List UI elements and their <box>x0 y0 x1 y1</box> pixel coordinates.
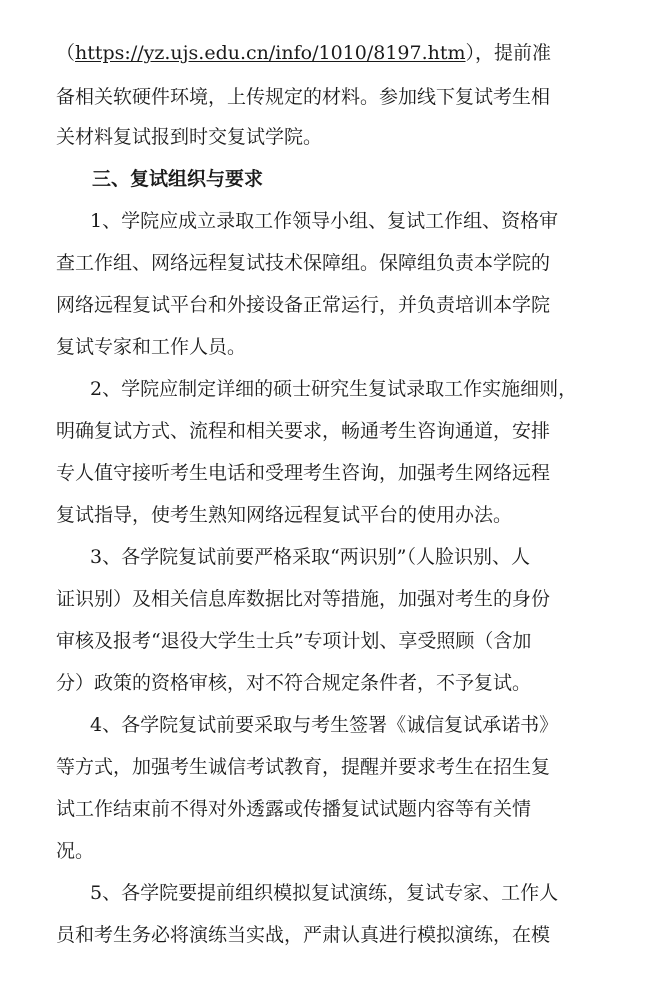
paragraph-line: 复试专家和工作人员。 <box>56 336 247 358</box>
open-paren: （ <box>56 42 76 64</box>
paragraph-line: 关材料复试报到时交复试学院。 <box>56 126 323 148</box>
paragraph-line <box>56 41 551 65</box>
paragraph-line: 复试指导，使考生熟知网络远程复试平台的使用办法。 <box>56 504 513 526</box>
paragraph-line: 5、各学院要提前组织模拟复试演练，复试专家、工作人 <box>90 882 559 904</box>
paragraph-line: 备相关软硬件环境，上传规定的材料。参加线下复试考生相 <box>56 86 551 108</box>
paragraph-line: 查工作组、网络远程复试技术保障组。保障组负责本学院的 <box>56 252 551 274</box>
paragraph-line: 等方式，加强考生诚信考试教育，提醒并要求考生在招生复 <box>56 756 551 778</box>
paragraph-line: 试工作结束前不得对外透露或传播复试试题内容等有关情 <box>56 798 532 820</box>
paragraph-line: 1、学院应成立录取工作领导小组、复试工作组、资格审 <box>90 210 559 232</box>
paragraph-line: 证识别）及相关信息库数据比对等措施，加强对考生的身份 <box>56 588 551 610</box>
paragraph-line: 2、学院应制定详细的硕士研究生复试录取工作实施细则， <box>90 378 578 400</box>
line-suffix: ），提前准 <box>465 42 552 64</box>
paragraph-line: 明确复试方式、流程和相关要求，畅通考生咨询通道，安排 <box>56 420 551 442</box>
paragraph-line: 员和考生务必将演练当实战，严肃认真进行模拟演练，在模 <box>56 924 551 946</box>
paragraph-line: 审核及报考“退役大学生士兵”专项计划、享受照顾（含加 <box>56 630 532 652</box>
paragraph-line: 分）政策的资格审核，对不符合规定条件者，不予复试。 <box>56 672 532 694</box>
paragraph-line: 3、各学院复试前要严格采取“两识别”（人脸识别、人 <box>90 546 531 568</box>
paragraph-line: 网络远程复试平台和外接设备正常运行，并负责培训本学院 <box>56 294 551 316</box>
info-link[interactable]: https://yz.ujs.edu.cn/info/1010/8197.htm <box>75 42 466 64</box>
paragraph-line: 况。 <box>56 840 95 862</box>
section-heading: 三、复试组织与要求 <box>92 168 264 190</box>
paragraph-line: 4、各学院复试前要采取与考生签署《诚信复试承诺书》 <box>90 714 559 736</box>
paragraph-line: 专人值守接听考生电话和受理考生咨询，加强考生网络远程 <box>56 462 551 484</box>
